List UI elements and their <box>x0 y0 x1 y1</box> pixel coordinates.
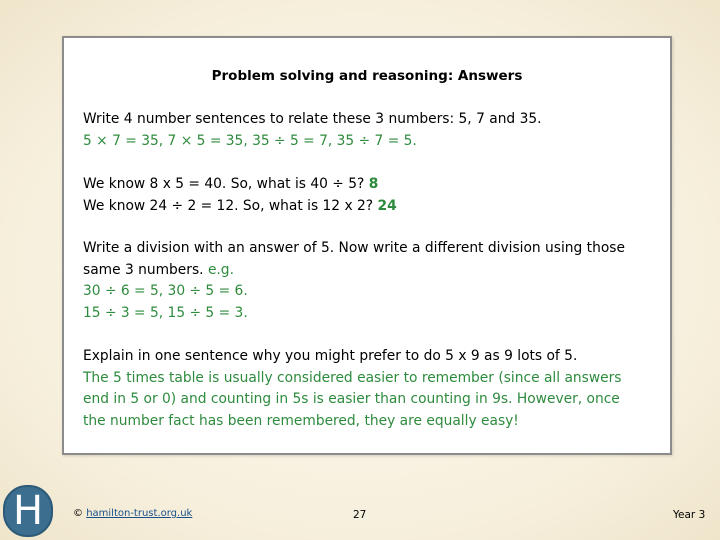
question-4-answer-line2: end in 5 or 0) and counting in 5s is easier than counting in 9s. However, once <box>83 391 620 407</box>
question-4 <box>83 346 668 432</box>
question-4-text: Explain in one sentence why you might prefer to do 5 x 9 as 9 lots of 5. <box>83 348 578 364</box>
question-4-answer-line3: the number fact has been remembered, they are equally easy! <box>83 412 519 429</box>
page-title: Problem solving and reasoning: Answers <box>211 68 523 84</box>
question-3 <box>83 238 668 324</box>
question-1-answer: 5 × 7 = 35, 7 × 5 = 35, 35 ÷ 5 = 7, 35 ÷ 7 = 5. <box>83 132 417 149</box>
answer-card <box>62 36 672 455</box>
hamilton-logo-icon <box>3 485 53 537</box>
question-4-answer-line1: The 5 times table is usually considered easier to remember (since all answers <box>83 369 622 386</box>
question-2 <box>83 174 668 217</box>
question-2a-text: We know 8 x 5 = 40. So, what is 40 ÷ 5? <box>83 176 365 192</box>
question-2b-text: We know 24 ÷ 2 = 12. So, what is 12 x 2? <box>83 197 374 214</box>
question-1 <box>83 109 668 152</box>
copyright-symbol: © <box>73 508 83 519</box>
question-1-text: Write 4 number sentences to relate these 3 numbers: 5, 7 and 35. <box>83 111 542 127</box>
question-3-eg: e.g. <box>207 261 234 278</box>
question-2a-answer: 8 <box>368 176 379 192</box>
logo-letter: H <box>12 488 44 534</box>
question-2b-answer: 24 <box>377 197 397 214</box>
question-3-answer-2: 15 ÷ 3 = 5, 15 ÷ 5 = 3. <box>83 304 248 321</box>
page-number: 27 <box>353 509 367 521</box>
question-3-text-line2: same 3 numbers. <box>83 261 204 278</box>
footer-copyright <box>73 508 192 519</box>
hamilton-trust-link[interactable]: hamilton-trust.org.uk <box>86 508 193 519</box>
year-label: Year 3 <box>673 509 706 521</box>
question-3-answer-1: 30 ÷ 6 = 5, 30 ÷ 5 = 6. <box>83 283 248 299</box>
question-3-text-line1: Write a division with an answer of 5. Now write a different division using those <box>83 240 625 256</box>
